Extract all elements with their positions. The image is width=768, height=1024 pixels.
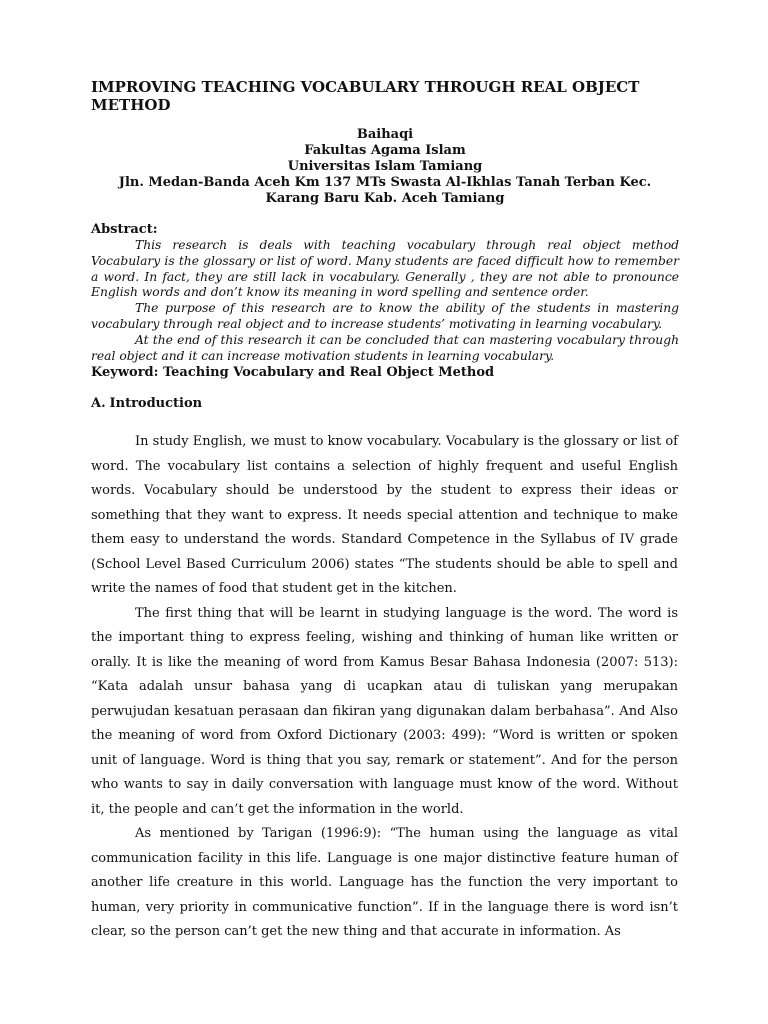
abstract-paragraph: The purpose of this research are to know the ability of the students in mastering vocabulary through real object and to increase students’ motivating in learning vocabulary. xyxy=(91,301,679,331)
author-faculty: Fakultas Agama Islam xyxy=(304,143,466,158)
abstract-paragraph: This research is deals with teaching vocabulary through real object method Vocabulary is the glossary or list of word. Many students are faced difficult how to remember a word. In fact, they are still lack in vocabulary. Generally , they are not able to pronounce English words and don’t know its meaning in word spelling and sentence order. xyxy=(91,238,679,300)
author-name: Baihaqi xyxy=(356,127,414,142)
abstract-body xyxy=(91,238,679,364)
body-paragraph: As mentioned by Tarigan (1996:9): “The human using the language as vital communication facility in this life. Language is one major distinctive feature human of another life creature in this world. Language has the function the very important to human, very priority in communicative function”. If in the language there is word isn’t clear, so the person can’t get the new thing and that accurate in information. As xyxy=(91,826,678,939)
section-title: Introduction xyxy=(109,396,203,411)
abstract-paragraph: At the end of this research it can be concluded that can mastering vocabulary through real object and it can increase motivation students in learning vocabulary. xyxy=(91,332,679,363)
author-university: Universitas Islam Tamiang xyxy=(287,159,483,174)
author-address: Jln. Medan-Banda Aceh Km 137 MTs Swasta Al-Ikhlas Tanah Terban Kec. Karang Baru Kab. Aceh Tamiang xyxy=(118,175,652,206)
keywords: Keyword: Teaching Vocabulary and Real Object Method xyxy=(91,365,495,380)
paper-title: IMPROVING TEACHING VOCABULARY THROUGH REAL OBJECT METHOD xyxy=(91,78,640,114)
abstract-heading: Abstract: xyxy=(91,222,158,237)
section-heading xyxy=(91,396,202,411)
author-block xyxy=(90,127,680,207)
body-paragraph: The first thing that will be learnt in studying language is the word. The word is the important thing to express feeling, wishing and thinking of human like written or orally. It is like the meaning of word from Kamus Besar Bahasa Indonesia (2007: 513): “Kata adalah unsur bahasa yang di ucapkan atau di tuliskan yang merupakan perwujudan kesatuan perasaan dan fikiran yang digunakan dalam berbahasa”. And Also the meaning of word from Oxford Dictionary (2003: 499): “Word is written or spoken unit of language. Word is thing that you say, remark or statement”. And for the person who wants to say in daily conversation with language must know of the word. Without it, the people and can’t get the information in the world. xyxy=(91,605,678,817)
section-body xyxy=(91,430,678,945)
section-number: A. xyxy=(91,396,106,411)
body-paragraph: In study English, we must to know vocabulary. Vocabulary is the glossary or list of word. The vocabulary list contains a selection of highly frequent and useful English words. Vocabulary should be understood by the student to express their ideas or something that they want to express. It needs special attention and technique to make them easy to understand the words. Standard Competence in the Syllabus of IV grade (School Level Based Curriculum 2006) states “The students should be able to spell and write the names of food that student get in the kitchen. xyxy=(91,434,678,596)
